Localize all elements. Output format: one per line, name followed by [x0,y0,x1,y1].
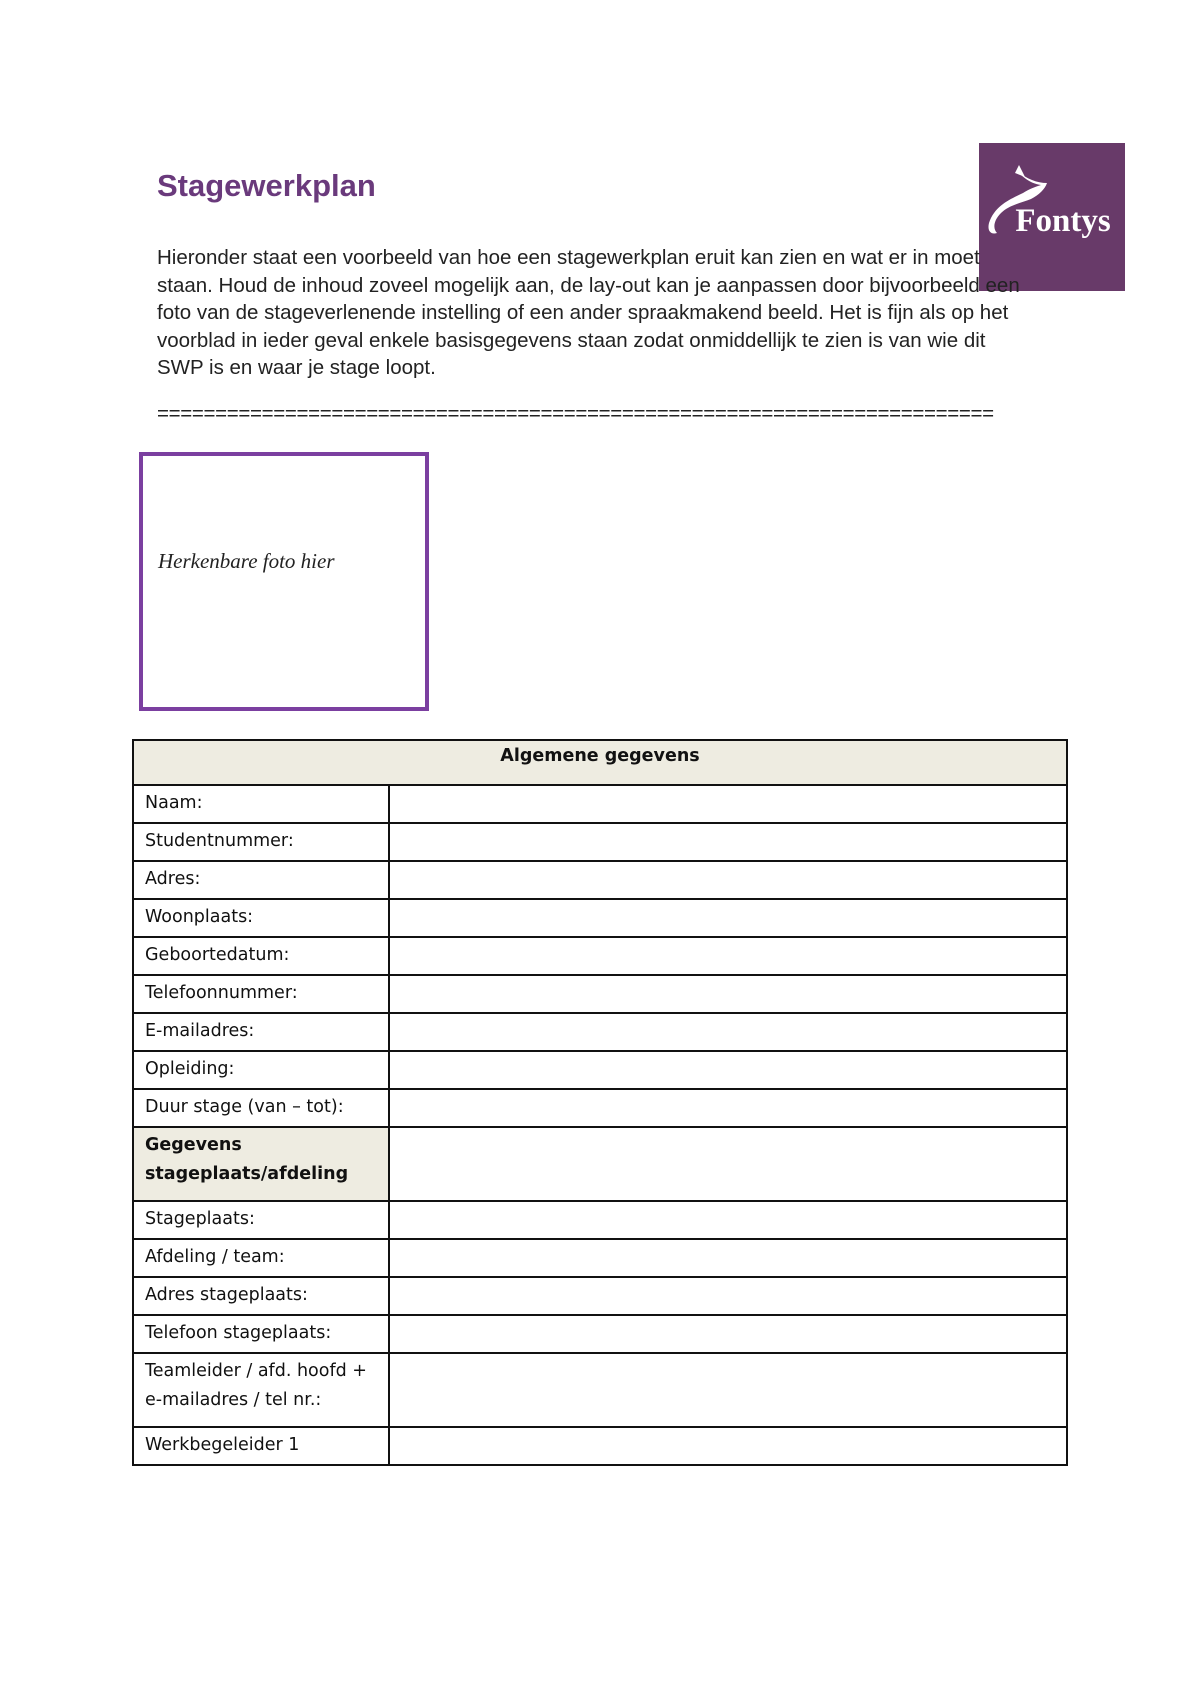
table-header-row [133,740,1067,785]
row-label-telefoonnummer: Telefoonnummer: [133,975,389,1013]
row-value-adres[interactable] [389,861,1067,899]
table-row [133,1315,1067,1353]
row-label-duur-stage: Duur stage (van – tot): [133,1089,389,1127]
row-label-woonplaats: Woonplaats: [133,899,389,937]
row-value-opleiding[interactable] [389,1051,1067,1089]
table-header: Algemene gegevens [133,740,1067,785]
row-label-afdeling-team: Afdeling / team: [133,1239,389,1277]
general-info-table [132,739,1068,1466]
row-label-opleiding: Opleiding: [133,1051,389,1089]
table-row [133,785,1067,823]
row-value-telefoon-stageplaats[interactable] [389,1315,1067,1353]
table-row [133,1013,1067,1051]
row-value-geboortedatum[interactable] [389,937,1067,975]
logo-wordmark: Fontys [1015,203,1111,239]
row-value-emailadres[interactable] [389,1013,1067,1051]
table-row [133,1239,1067,1277]
photo-placeholder[interactable] [139,452,429,711]
row-label-teamleider: Teamleider / afd. hoofd + e-mailadres / tel nr.: [133,1353,389,1427]
row-value-woonplaats[interactable] [389,899,1067,937]
document-title: Stagewerkplan [157,168,376,203]
swoosh-tip [1015,165,1025,177]
table-row [133,1201,1067,1239]
table-row [133,1051,1067,1089]
table-row [133,1277,1067,1315]
row-value-telefoonnummer[interactable] [389,975,1067,1013]
table-row [133,861,1067,899]
row-label-adres-stageplaats: Adres stageplaats: [133,1277,389,1315]
row-value-duur-stage[interactable] [389,1089,1067,1127]
row-label-stageplaats: Stageplaats: [133,1201,389,1239]
section-value-stageplaats[interactable] [389,1127,1067,1201]
row-value-naam[interactable] [389,785,1067,823]
table-row [133,937,1067,975]
row-value-afdeling-team[interactable] [389,1239,1067,1277]
row-label-adres: Adres: [133,861,389,899]
table-row [133,823,1067,861]
row-label-telefoon-stageplaats: Telefoon stageplaats: [133,1315,389,1353]
row-value-teamleider[interactable] [389,1353,1067,1427]
table-row [133,1353,1067,1427]
row-label-werkbegeleider: Werkbegeleider 1 [133,1427,389,1465]
row-label-geboortedatum: Geboortedatum: [133,937,389,975]
row-value-werkbegeleider[interactable] [389,1427,1067,1465]
section-label-stageplaats: Gegevens stageplaats/afdeling [133,1127,389,1201]
table-row [133,899,1067,937]
row-value-stageplaats[interactable] [389,1201,1067,1239]
row-value-studentnummer[interactable] [389,823,1067,861]
table-row [133,1427,1067,1465]
table-row [133,975,1067,1013]
separator-line: ======================================================================== [157,402,994,425]
row-value-adres-stageplaats[interactable] [389,1277,1067,1315]
row-label-naam: Naam: [133,785,389,823]
row-label-emailadres: E-mailadres: [133,1013,389,1051]
row-label-studentnummer: Studentnummer: [133,823,389,861]
table-section-row [133,1127,1067,1201]
intro-paragraph: Hieronder staat een voorbeeld van hoe een stagewerkplan eruit kan zien en wat er in moet staan. Houd de inhoud zoveel mogelijk aan, de lay-out kan je aanpassen door bijvoorbeeld een foto van de stageverlenende instelling of een ander spraakmakend beeld. Het is fijn als op het voorblad in ieder geval enkele basisgegevens staan zodat onmiddellijk te zien is van wie dit SWP is en waar je stage loopt. [157,246,1020,379]
table-row [133,1089,1067,1127]
photo-caption: Herkenbare foto hier [158,549,335,573]
